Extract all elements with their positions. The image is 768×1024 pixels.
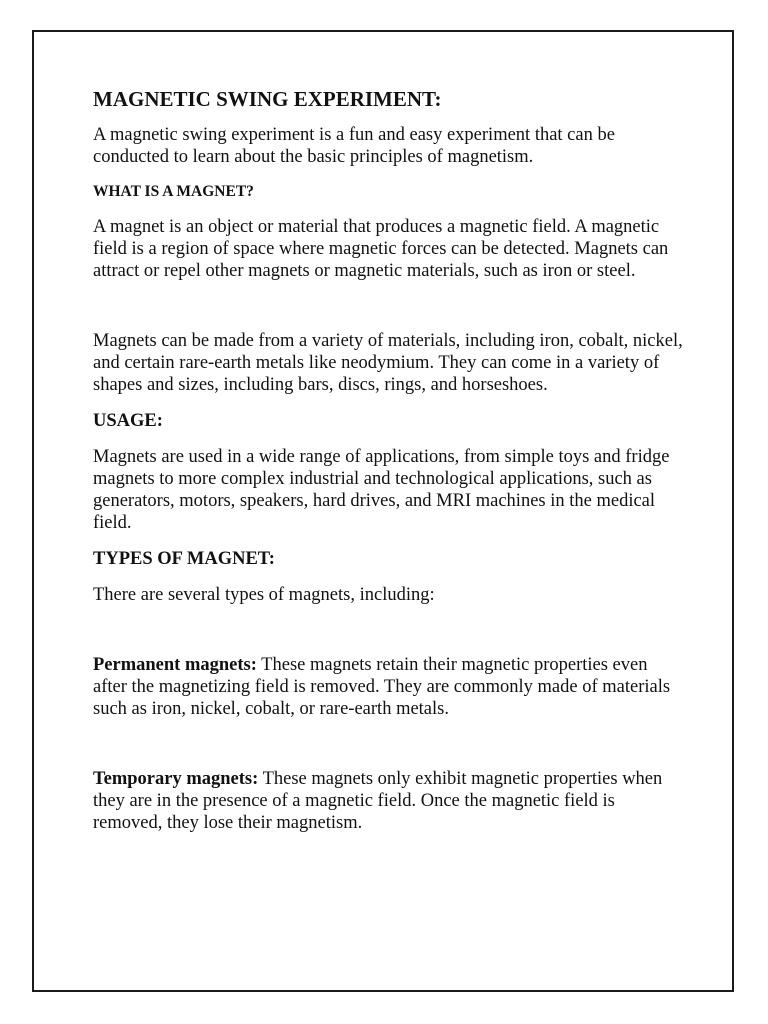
document-body: [93, 86, 683, 834]
types-heading: TYPES OF MAGNET:: [93, 549, 275, 570]
permanent-magnets-text: These magnets retain their magnetic properties even after the magnetizing field is removed. They are commonly made of materials such as iron, nickel, cobalt, or rare-earth metals.: [93, 655, 671, 720]
temporary-magnets-label: Temporary magnets:: [93, 769, 259, 790]
magnet-definition-paragraph: A magnet is an object or material that produces a magnetic field. A magnetic field is a region of space where magnetic forces can be detected. Magnets can attract or repel other magnets or magnetic materials, such as iron or steel.: [93, 217, 669, 282]
temporary-magnets-paragraph: [93, 768, 683, 834]
document-title: MAGNETIC SWING EXPERIMENT:: [93, 87, 442, 111]
usage-paragraph: Magnets are used in a wide range of applications, from simple toys and fridge magnets to more complex industrial and technological applications, such as generators, motors, speakers, hard drives, and MRI machines in the medical field.: [93, 447, 670, 534]
usage-heading: USAGE:: [93, 411, 163, 432]
permanent-magnets-label: Permanent magnets:: [93, 655, 257, 676]
temporary-magnets-text: These magnets only exhibit magnetic properties when they are in the presence of a magnetic field. Once the magnetic field is removed, they lose their magnetism.: [93, 769, 663, 834]
permanent-magnets-paragraph: [93, 654, 683, 720]
intro-paragraph: A magnetic swing experiment is a fun and easy experiment that can be conducted to learn about the basic principles of magnetism.: [93, 125, 615, 168]
magnet-materials-paragraph: Magnets can be made from a variety of materials, including iron, cobalt, nickel, and certain rare-earth metals like neodymium. They can come in a variety of shapes and sizes, including bars, discs, rings, and horseshoes.: [93, 331, 683, 396]
types-intro-paragraph: There are several types of magnets, including:: [93, 585, 435, 606]
what-is-magnet-heading: WHAT IS A MAGNET?: [93, 183, 254, 201]
